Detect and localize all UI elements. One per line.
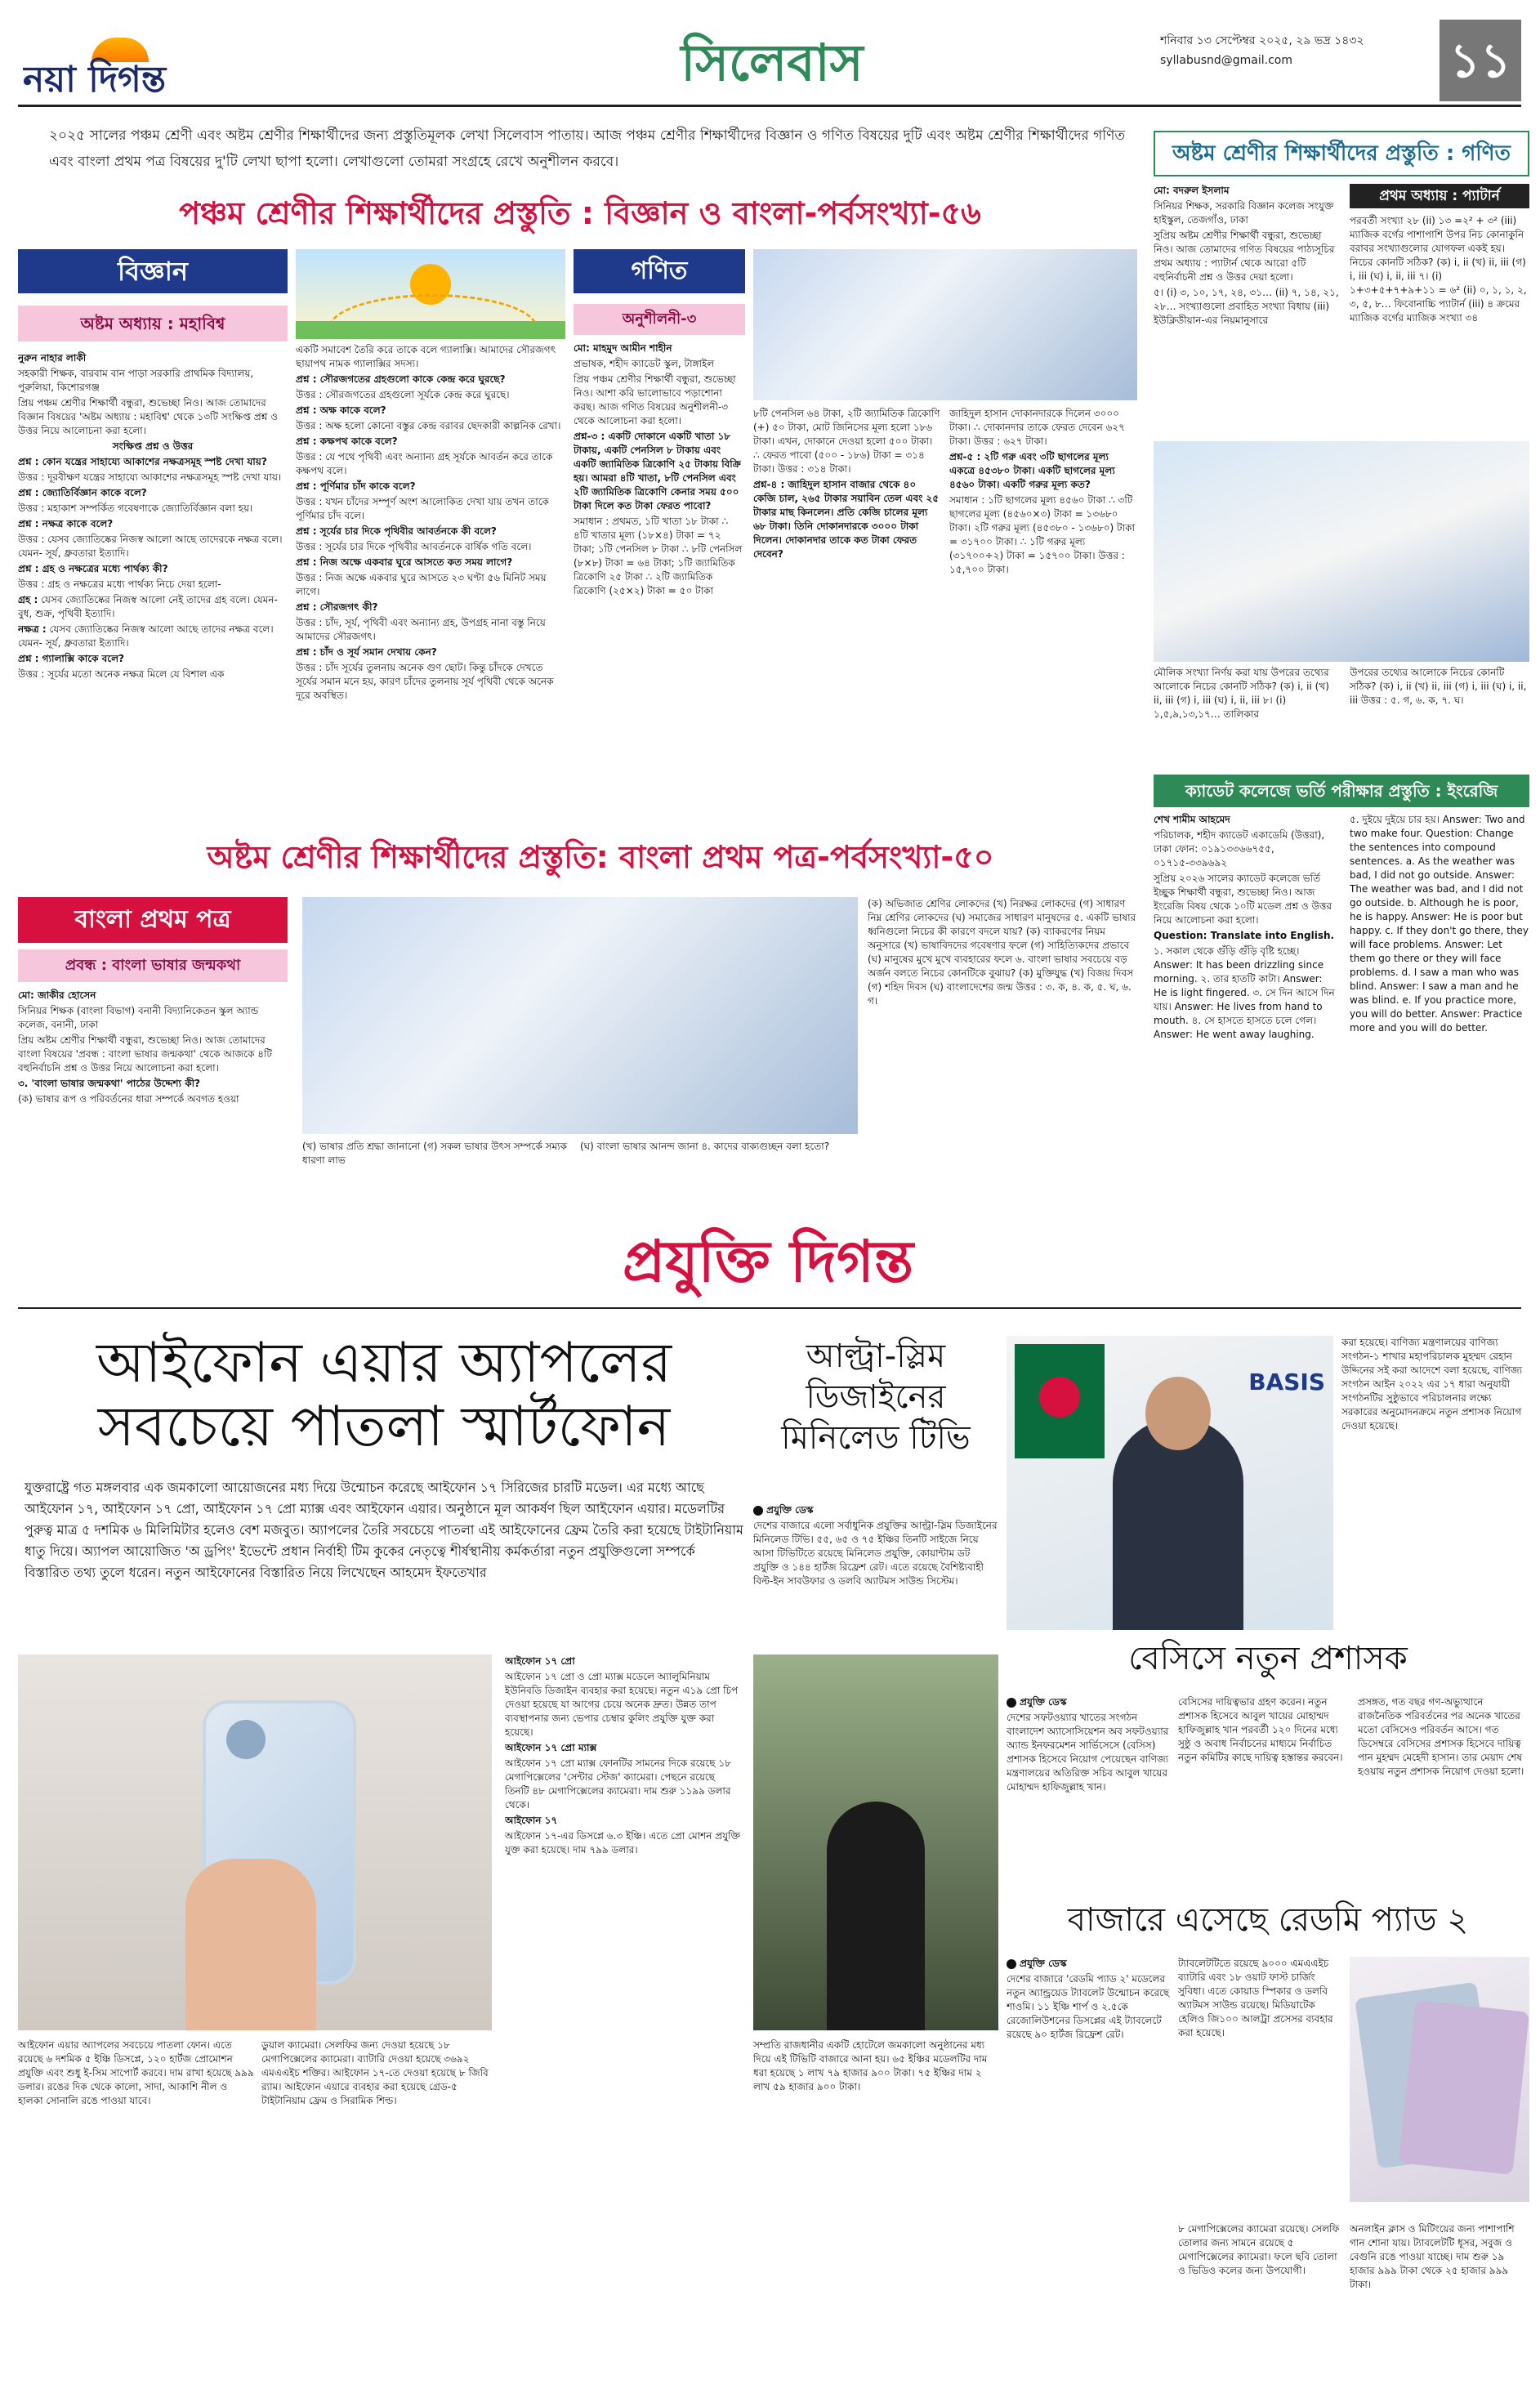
science-intro: প্রিয় পঞ্চম শ্রেণীর শিক্ষার্থী বন্ধুরা, শুভেচ্ছা নিও। আজ তোমাদের বিজ্ঞান বিষয়ের 'অষ্টম অধ্যায় : মহাবিশ্ব' থেকে ১৩টি সংক্ষিপ্ত প্রশ্ন ও উত্তর নিয়ে আলোচনা করা হলো। bbox=[18, 397, 278, 436]
science-a: উত্তর : যখন চাঁদের সম্পূর্ণ অংশ আলোকিত দেখা যায় তখন তাকে পূর্ণিমার চাঁদ বলে। bbox=[296, 496, 549, 521]
bangla-chapter: প্রবন্ধ : বাংলা ভাষার জন্মকথা bbox=[18, 949, 288, 982]
redmi-text: দেশের বাজারে 'রেডমি প্যাড ২' মডেলের নতুন অ্যান্ড্রয়েড ট্যাবলেট উন্মোচন করেছে শাওমি। ১১ ইঞ্চি শার্প ও ২.৫কে রেজোলিউশনের ডিসপ্লের এই ট্যাবলেটে রয়েছে ৯০ হার্টজ রিফ্রেশ রেট। bbox=[1007, 1973, 1170, 2040]
basis-text: দেশের সফটওয়্যার খাতের সংগঠন বাংলাদেশ অ্যাসোসিয়েশন অব সফটওয়্যার অ্যান্ড ইনফরমেশন সার্ভিসেসে (বেসিস) প্রশাসক হিসেবে নিয়োগ পেয়েছেন বাণিজ্য মন্ত্রণালয়ের অতিরিক্ত সচিব আবুল খায়ের মোহাম্মদ হাফিজুল্লাহ খান। bbox=[1007, 1712, 1169, 1793]
tech-section-banner: প্রযুক্তি দিগন্ত bbox=[623, 1228, 913, 1295]
math-label: গণিত bbox=[574, 249, 745, 293]
basis-col1 bbox=[1007, 1695, 1170, 1891]
basis-col2: বেসিসের দায়িত্বভার গ্রহণ করেন। নতুন প্রশাসক হিসেবে আবুল খায়ের মোহাম্মদ হাফিজুল্লাহ খান পরবর্তী ১২০ দিনের মধ্যে সুষ্ঠু ও অবাধ নির্বাচনের মাধ্যমে নির্বাচিত নতুন কমিটির কাছে দায়িত্ব হস্তান্তর করবেন। bbox=[1178, 1696, 1343, 1763]
math-solution: সমাধান : প্রথমত, ১টি খাতা ১৮ টাকা ∴ ৪টি খাতার মূল্য (১৮×৪) টাকা = ৭২ টাকা; ১টি পেনসিল ৮ টাকা ∴ ৮টি পেনসিল (৮×৮) টাকা = ৬৪ টাকা; ১টি জ্যামিতিক ত্রিকোণি ২৫ টাকা ∴ ২টি জ্যামিতিক ত্রিকোণি (২৫×২) টাকা = ৫০ টাকা bbox=[574, 516, 743, 596]
science-a: উত্তর : গ্রহ ও নক্ষত্রের মধ্যে পার্থক্য নিচে দেয়া হলো- bbox=[18, 578, 221, 590]
newspaper-logo: নয়া দিগন্ত bbox=[23, 38, 252, 95]
science-q: প্রশ্ন : নক্ষত্র কাকে বলে? bbox=[18, 518, 114, 529]
bangla-column-right: (ক) অভিজাত শ্রেণির লোকদের (খ) নিরক্ষর লোকদের (গ) সাধারণ নিম্ন শ্রেণির লোকদের (ঘ) সমাজের সাধারণ মানুষদের ৫. একটি ভাষার ধ্বনিগুলো নিচের কী কারণে বদলে যায়? (ক) ব্যাকরণের নিয়ম অনুসারে (খ) ভাষাবিদদের গবেষণার ফলে (গ) সাহিত্যিকদের প্রভাবে (ঘ) মানুষের মুখে মুখে ব্যবহারের ফলে ৬. বাংলা ভাষার সবচেয়ে বড় অর্জন বলতে নিচের কোনটিকে বুঝায়? (ক) মুক্তিযুদ্ধ (খ) বিজয় দিবস (গ) শহিদ দিবস (ঘ) বাংলাদেশের জন্ম উত্তর : ৩. ক, ৪. ক, ৫. ঘ, ৬. গ। bbox=[868, 898, 1136, 1007]
class8-math-col2: পরবর্তী সংখ্যা ২৮ (ii) ১৩ =২² + ৩² (iii) ম্যাজিক বর্গের পাশাপাশি উপর নিচ কোনাকুনি বরাবর সংখ্যাগুলোর যোগফল একই হয়। নিচের কোনটি সঠিক? (ক) i, ii (খ) ii, iii (গ) i, iii (ঘ) i, ii, iii ৭। (i) ১+৩+৫+৭+৯+১১ = ৬² (ii) ০, ১, ১, ২, ৩, ৫, ৮… ফিবোনাচ্চি প্যাটার্ন (iii) ৪ ক্রমের ম্যাজিক বর্গের ম্যাজিক সংখ্যা ৩৪ bbox=[1350, 215, 1527, 324]
redmi-col1 bbox=[1007, 1957, 1170, 2390]
tv-headline: আল্ট্রা-স্লিম ডিজাইনের মিনিলেড টিভি bbox=[781, 1337, 971, 1457]
redmi-col4: অনলাইন ক্লাস ও মিটিংয়ের জন্য পাশাপাশি গান শোনা যায়। ট্যাবলেটটি ধূসর, সবুজ ও বেগুনি রঙে পাওয়া যাচ্ছে। দাম শুরু ১৯ হাজার ৯৯৯ টাকা থেকে ২৫ হাজার ৯৯৯ টাকা। bbox=[1350, 2223, 1515, 2290]
cadet-col1 bbox=[1154, 813, 1337, 1181]
cadet-title: ক্যাডেট কলেজে ভর্তি পরীক্ষার প্রস্তুতি : ইংরেজি bbox=[1154, 775, 1529, 807]
science-a: উত্তর : চাঁদ সূর্যের তুলনায় অনেক গুণ ছোট। কিন্তু চাঁদকে দেখতে সূর্যের সমান মনে হয়, কারণ চাঁদের তুলনায় সূর্য পৃথিবী থেকে অনেক দূরে অবস্থিত। bbox=[296, 662, 554, 701]
cadet-intro: সুপ্রিয় ২০২৬ সালের ক্যাডেট কলেজে ভর্তি ইচ্ছুক শিক্ষার্থী বন্ধুরা, শুভেচ্ছা নিও। আজ ইংরেজি বিষয় থেকে ১০টি মডেল প্রশ্ন ও উত্তর নিয়ে আলোচনা করা হলো। bbox=[1154, 873, 1332, 926]
basis-desk: প্রযুক্তি ডেস্ক bbox=[1020, 1696, 1067, 1708]
science-column bbox=[18, 351, 288, 833]
class8-author: মো: বদরুল ইসলাম bbox=[1154, 185, 1230, 196]
bangla-headline: অষ্টম শ্রেণীর শিক্ষার্থীদের প্রস্তুতি: বাংলা প্রথম পত্র-পর্বসংখ্যা-৫০ bbox=[207, 839, 994, 875]
science-q: নক্ষত্র : bbox=[18, 623, 47, 635]
math-author-role: প্রভাষক, শহীদ ক্যাডেট স্কুল, টাঙ্গাইল bbox=[574, 358, 715, 369]
bangla-label: বাংলা প্রথম পত্র bbox=[18, 897, 288, 943]
cadet-author-role: পরিচালক, শহীদ ক্যাডেট একাডেমি (উত্তরা), ঢাকা ফোন: ০১৯১৩৩৬৬৭৫৫, ০১৭১৫-৩৩৯৬৯২ bbox=[1154, 829, 1325, 869]
math-text: জাহিদুল হাসান দোকানদারকে দিলেন ৩০০০ টাকা। ∴ দোকানদার তাকে ফেরত দেবেন ৬২৭ টাকা। উত্তর : ৬২৭ টাকা। bbox=[949, 408, 1125, 447]
science-q: প্রশ্ন : পূর্ণিমার চাঁদ কাকে বলে? bbox=[296, 480, 416, 492]
bullet-icon bbox=[1007, 1698, 1016, 1708]
class8-math-bottom-left: মৌলিক সংখ্যা নির্ণয় করা যায় উপরের তথ্যের আলোকে নিচের কোনটি সঠিক? (ক) i, ii (খ) ii, iii (গ) i, iii (ঘ) i, ii, iii ৮। (i) ১,৫,৯,১৩,১৭… তালিকার bbox=[1154, 667, 1329, 720]
date-text: শনিবার ১৩ সেপ্টেম্বর ২০২৫, ২৯ ভদ্র ১৪৩২ bbox=[1160, 34, 1364, 47]
science-q: প্রশ্ন : গ্রহ ও নক্ষত্রের মধ্যে পার্থক্য কী? bbox=[18, 563, 168, 574]
science-column-2 bbox=[296, 343, 565, 833]
science-a: উত্তর : নিজ অক্ষে একবার ঘুরে আসতে ২৩ ঘণ্টা ৫৬ মিনিট সময় লাগে। bbox=[296, 572, 547, 597]
iphone-text: আইফোন ১৭ প্রো ও প্রো ম্যাক্স মডেলে অ্যালুমিনিয়াম ইউনিবডি ডিজাইন ব্যবহার করা হয়েছে। নতুন এ১৯ প্রো চিপ দেওয়া হয়েছে যা আগের চেয়ে অনেক দ্রুত। উন্নত তাপ ব্যবস্থাপনার জন্য ভেপার চেম্বার কুলিং প্রযুক্তি যুক্ত করা হয়েছে। bbox=[505, 1671, 739, 1738]
science-a: উত্তর : সূর্যের চার দিকে পৃথিবীর আবর্তনকে বার্ষিক গতি বলে। bbox=[296, 541, 532, 552]
class8-math-bottom-right: উপরের তথ্যের আলোকে নিচের কোনটি সঠিক? (ক) i, ii (খ) ii, iii (গ) i, iii (ঘ) i, ii, iii উত্তর : ৫. গ, ৬. ক, ৭. ঘ। bbox=[1350, 667, 1527, 706]
science-a: উত্তর : যে পথে পৃথিবী এবং অন্যান্য গ্রহ সূর্যকে আবর্তন করে তাকে কক্ষপথ বলে। bbox=[296, 451, 553, 476]
math-intro: প্রিয় পঞ্চম শ্রেণীর শিক্ষার্থী বন্ধুরা, শুভেচ্ছা নিও। আশা করি ভালোভাবে পড়াশোনা করছ। আজ গণিত বিষয়ের অনুশীলনী-৩ থেকে আলোচনা করা হলো। bbox=[574, 373, 736, 426]
bullet-icon bbox=[753, 1506, 763, 1516]
section-masthead: সিলেবাস bbox=[681, 33, 864, 92]
tv-desk: প্রযুক্তি ডেস্ক bbox=[766, 1504, 814, 1516]
science-q: প্রশ্ন : সৌরজগতের গ্রহগুলো কাকে কেন্দ্র করে ঘুরছে? bbox=[296, 373, 506, 385]
iphone-col1: আইফোন এয়ার অ্যাপলের সবচেয়ে পাতলা ফোন। এতে রয়েছে ৬ দশমিক ৫ ইঞ্চি ডিসপ্লে, ১২০ হার্টজ প্রোমোশন প্রযুক্তি এবং শুধু ই-সিম সাপোর্ট করবে। দাম রাখা হয়েছে ৯৯৯ ডলার। রঙের দিক থেকে কালো, সাদা, আকাশি নীল ও হালকা সোনালি রঙে পাওয়া যাবে। bbox=[18, 2039, 254, 2106]
science-q: গ্রহ : bbox=[18, 594, 38, 605]
page-number: ১১ bbox=[1440, 20, 1521, 101]
science-q: প্রশ্ন : অক্ষ কাকে বলে? bbox=[296, 404, 386, 416]
science-label: বিজ্ঞান bbox=[18, 249, 288, 293]
bangla-options-mid2: (ঘ) বাংলা ভাষার আনন্দ জানা ৪. কাদের বাক্যগুচ্ছন বলা হতো? bbox=[580, 1141, 830, 1152]
basis-logo-text: BASIS bbox=[1248, 1369, 1325, 1395]
cadet-col2: ৫. দুইয়ে দুইয়ে চার হয়। Answer: Two and two make four. Question: Change the sentences into compound sentences. a. As the weather was bad, I did not go outside. Answer: The weather was bad, and I did not go outside. b. Although he is poor, he is happy. Answer: He is poor but happy. c. If they don't go there, they will face problems. Answer: Let them go there or they will face problems. d. I saw a man who was blind. Answer: I saw a man and he was blind. e. If you practice more, you will do better. Answer: Practice more and you will do better. bbox=[1350, 814, 1529, 1034]
class8-chapter: প্রথম অধ্যায় : প্যাটার্ন bbox=[1350, 184, 1529, 208]
iphone-subhead: আইফোন ১৭ প্রো bbox=[505, 1655, 575, 1667]
science-a: উত্তর : যেসব জ্যোতিষ্কের নিজস্ব আলো আছে তাদেরকে নক্ষত্র বলে। যেমন- সূর্য, ধ্রুবতারা ইত্যাদি। bbox=[18, 534, 283, 559]
math-text: সমাধান : ১টি ছাগলের মূল্য ৪৫৬০ টাকা ∴ ৩টি ছাগলের মূল্য (৪৫৬০×৩) টাকা = ১৩৬৮০ টাকা। ২টি গরুর মূল্য (৪৫৩৮০ - ১৩৬৮০) টাকা = ৩১৭০০ টাকা। ∴ ১টি গরুর মূল্য (৩১৭০০÷২) টাকা = ১৫৭০০ টাকা। উত্তর : ১৫,৭০০ টাকা। bbox=[949, 494, 1135, 575]
science-q: প্রশ্ন : নিজ অক্ষে একবার ঘুরে আসতে কত সময় লাগে? bbox=[296, 556, 513, 568]
email-text: syllabusnd@gmail.com bbox=[1160, 54, 1292, 67]
math-chapter: অনুশীলনী-৩ bbox=[574, 304, 745, 335]
basis-headline: বেসিসে নতুন প্রশাসক bbox=[1128, 1640, 1408, 1677]
iphone-subhead: আইফোন ১৭ bbox=[505, 1815, 558, 1826]
class8-intro: সুপ্রিয় অষ্টম শ্রেণীর শিক্ষার্থী বন্ধুরা, শুভেচ্ছা নিও। আজ তোমাদের গণিত বিষয়ের পাঠ্যসূচির প্রথম অধ্যায় : প্যাটার্ন থেকে আরো ৫টি বহুনির্বাচনী প্রশ্ন ও উত্তর দেয়া হলো। bbox=[1154, 230, 1335, 283]
bangla-author: মো: জাকীর হোসেন bbox=[18, 989, 96, 1001]
tv-column bbox=[753, 1503, 998, 1650]
science-qa-title: সংক্ষিপ্ত প্রশ্ন ও উত্তর bbox=[112, 440, 194, 452]
redmi-col3: ৮ মেগাপিক্সেলের ক্যামেরা রয়েছে। সেলফি তোলার জন্য সামনে রয়েছে ৫ মেগাপিক্সেলের ক্যামেরা। ফলে ছবি তোলা ও ভিডিও কলের জন্য উপযোগী। bbox=[1178, 2223, 1340, 2276]
class8-math-col1 bbox=[1154, 184, 1341, 429]
iphone-col2: ডুয়াল ক্যামেরা। সেলফির জন্য দেওয়া হয়েছে ১৮ মেগাপিক্সেলের ক্যামেরা। ব্যাটারি দেওয়া হয়েছে ৩৬৯২ এমএএইচ শক্তির। আইফোন ১৭-তে দেওয়া হয়েছে ৮ জিবি র‌্যাম। আইফোন এয়ারে ব্যবহার করা হয়েছে গ্রেড-৫ টাইটানিয়াম ফ্রেম ও সিরামিক শিল্ড। bbox=[261, 2039, 489, 2106]
basis-col3: প্রসঙ্গত, গত বছর গণ-অভ্যুত্থানে রাজনৈতিক পরিবর্তনের পর অনেক খাতের মতো বেসিসেও পরিবর্তন আসে। গত ডিসেম্বরে বেসিসের প্রশাসক হিসেবে দায়িত্ব পান মুহম্মদ মেহেদী হাসান। তার মেয়াদ শেষ হওয়ায় নতুন প্রশাসক নিয়োগ দেওয়া হলো। bbox=[1358, 1696, 1524, 1777]
math-column-1 bbox=[574, 342, 745, 832]
science-a: উত্তর : মহাকাশ সম্পর্কিত গবেষণাকে জ্যোতির্বিজ্ঞান বলা হয়। bbox=[18, 502, 253, 514]
iphone-text: আইফোন ১৭-এর ডিসপ্লে ৬.৩ ইঞ্চি। এতে প্রো মোশন প্রযুক্তি যুক্ত করা হয়েছে। দাম ৭৯৯ ডলার। bbox=[505, 1830, 741, 1855]
iphone-col3 bbox=[505, 1654, 742, 2390]
science-chapter: অষ্টম অধ্যায় : মহাবিশ্ব bbox=[18, 306, 288, 342]
class8-math-title: অষ্টম শ্রেণীর শিক্ষার্থীদের প্রস্তুতি : গণিত bbox=[1154, 131, 1529, 176]
bullet-icon bbox=[1007, 1959, 1016, 1969]
science-a: যেসব জ্যোতিষ্কের নিজস্ব আলো আছে তাদের নক্ষত্র বলে। যেমন- সূর্য, ধ্রুবতারা ইত্যাদি। bbox=[18, 623, 274, 649]
iphone-photo bbox=[18, 1654, 492, 2030]
science-a: একটি সমাবেশ তৈরি করে তাকে বলে গ্যালাক্সি। আমাদের সৌরজগৎ ছায়াপথ নামক গ্যালাক্সির সদস্য। bbox=[296, 344, 556, 369]
iphone-subhead: আইফোন ১৭ প্রো ম্যাক্স bbox=[505, 1742, 597, 1753]
science-author-role: সহকারী শিক্ষক, বারবাম বান পাড়া সরকারি প্রাথমিক বিদ্যালয়, পুরুলিয়া, কিশোরগঞ্জ bbox=[18, 368, 254, 393]
science-a: উত্তর : সৌরজগতের গ্রহগুলো সূর্যকে কেন্দ্র করে ঘুরছে। bbox=[296, 389, 510, 400]
science-q: প্রশ্ন : চাঁদ ও সূর্য সমান দেখায় কেন? bbox=[296, 646, 437, 658]
class5-headline: পঞ্চম শ্রেণীর শিক্ষার্থীদের প্রস্তুতি : বিজ্ঞান ও বাংলা-পর্বসংখ্যা-৫৬ bbox=[179, 195, 981, 231]
class8-author-role: সিনিয়র শিক্ষক, সরকারি বিজ্ঞান কলেজ সংযুক্ত হাইস্কুল, তেজগাঁও, ঢাকা bbox=[1154, 200, 1334, 226]
intro-paragraph: ২০২৫ সালের পঞ্চম শ্রেণী এবং অষ্টম শ্রেণীর শিক্ষার্থীদের জন্য প্রস্তুতিমূলক লেখা সিলেবাস পাতায়। আজ পঞ্চম শ্রেণীর শিক্ষার্থীদের বিজ্ঞান ও গণিত বিষয়ের দুটি এবং অষ্টম শ্রেণীর শিক্ষার্থীদের গণিত এবং বাংলা প্রথম পত্র বিষয়ের দু'টি লেখা ছাপা হলো। লেখাগুলো তোমরা সংগ্রহে রেখে অনুশীলন করবে। bbox=[49, 127, 1126, 170]
header-divider bbox=[18, 105, 1521, 107]
science-q: প্রশ্ন : সৌরজগৎ কী? bbox=[296, 601, 378, 613]
math-column-3 bbox=[949, 407, 1137, 832]
math-text: ৮টি পেনসিল ৬৪ টাকা, ২টি জ্যামিতিক ত্রিকোণি (+) ৫০ টাকা, মোট জিনিসের মূল্য হলো ১৮৬ টাকা। এখন, দোকানে দেওয়া হলো ৫০০ টাকা। ∴ ফেরত পাবো (৫০০ - ১৮৬) টাকা = ৩১৪ টাকা। উত্তর : ৩১৪ টাকা। bbox=[753, 408, 940, 475]
tech-divider bbox=[18, 1307, 1521, 1309]
dateline bbox=[1160, 31, 1430, 80]
science-q: প্রশ্ন : গ্যালাক্সি কাকে বলে? bbox=[18, 653, 125, 664]
tv-column-2: সম্প্রতি রাজধানীর একটি হোটেলে জমকালো অনুষ্ঠানের মধ্য দিয়ে এই টিভিটি বাজারে আনা হয়। ৬৫ ইঞ্চির মডেলটির দাম ধরা হয়েছে ১ লাখ ৭৯ হাজার ৯০০ টাকা। ৭৫ ইঞ্চির দাম ২ লাখ ৫৯ হাজার ৯০০ টাকা। bbox=[753, 2039, 988, 2092]
science-q: প্রশ্ন : কোন যন্ত্রের সাহায্যে আকাশের নক্ষত্রসমূহ স্পষ্ট দেখা যায়? bbox=[18, 456, 267, 467]
science-a: উত্তর : অক্ষ হলো কোনো বস্তুর কেন্দ্র বরাবর ছেদকারী কাল্পনিক রেখা। bbox=[296, 420, 561, 431]
sun-earth-illustration bbox=[296, 249, 565, 339]
redmi-col2: ট্যাবলেটটিতে রয়েছে ৯০০০ এমএএইচ ব্যাটারি এবং ১৮ ওয়াট ফাস্ট চার্জিং সুবিধা। এতে কোয়াড স্পিকার ও ডলবি অ্যাটমস সাউন্ড রয়েছে। মিডিয়াটেক হেলিও জি১০০ আলট্রা প্রসেসর ব্যবহার করা হয়েছে। bbox=[1178, 1958, 1333, 2039]
science-q: প্রশ্ন : সূর্যের চার দিকে পৃথিবীর আবর্তনকে কী বলে? bbox=[296, 525, 497, 537]
bangla-question: ৩. 'বাংলা ভাষার জন্মকথা' পাঠের উদ্দেশ্য কী? bbox=[18, 1078, 200, 1089]
science-a: যেসব জ্যোতিষ্কের নিজস্ব আলো নেই তাদের গ্রহ বলে। যেমন- বুধ, শুক্র, পৃথিবী ইত্যাদি। bbox=[18, 594, 278, 619]
redmi-desk: প্রযুক্তি ডেস্ক bbox=[1020, 1958, 1067, 1969]
science-author: নুরুন নাহার লাকী bbox=[18, 352, 87, 364]
redmi-headline: বাজারে এসেছে রেডমি প্যাড ২ bbox=[1067, 1901, 1469, 1939]
bangla-intro: প্রিয় অষ্টম শ্রেণীর শিক্ষার্থী বন্ধুরা, শুভেচ্ছা নিও। আজ তোমাদের বাংলা বিষয়ের 'প্রবন্ধ : বাংলা ভাষার জন্মকথা' থেকে আজকে ৪টি বহুনির্বাচনি প্রশ্ন ও উত্তর নিয়ে আলোচনা করা হলো। bbox=[18, 1034, 272, 1074]
bangla-options: (ক) ভাষার রূপ ও পরিবর্তনের ধারা সম্পর্কে অবগত হওয়া bbox=[18, 1093, 239, 1105]
bangla-options-mid: (খ) ভাষার প্রতি শ্রদ্ধা জানানো (গ) সকল ভাষার উৎস সম্পর্কে সম্যক ধারণা লাভ bbox=[302, 1141, 568, 1166]
class8-students-photo bbox=[1154, 441, 1529, 662]
math-problem: প্রশ্ন-৫ : ২টি গরু এবং ৩টি ছাগলের মূল্য একত্রে ৪৫৩৮০ টাকা। একটি ছাগলের মূল্য ৪৫৬০ টাকা। একটি গরুর মূল্য কত? bbox=[949, 451, 1115, 490]
class8-list: ৫। (i) ৩, ১০, ১৭, ২৪, ৩১… (ii) ৭, ১৪, ২১, ২৮… সংখ্যাগুলো প্রবাহিত সংখ্যা বিধায় (iii) ইউক্লিডীয়ান-এর নিয়মানুসারে bbox=[1154, 287, 1339, 326]
bangla-students-photo bbox=[302, 897, 858, 1134]
science-a: উত্তর : সূর্যের মতো অনেক নক্ষত্র মিলে যে বিশাল এক bbox=[18, 668, 225, 680]
basis-col-right: করা হয়েছে। বাণিজ্য মন্ত্রণালয়ের বাণিজ্য সংগঠন-১ শাখার মহাপরিচালক মুহম্মদ রেহান উদ্দিনের সই করা আদেশে বলা হয়েছে, বাণিজ্য সংগঠন আইন ২০২২ এর ১৭ ধারা অনুযায়ী সংগঠনটির সুষ্ঠুভাবে পরিচালনার লক্ষ্যে সরকারের অনুমোদনক্রমে নতুন প্রশাসক নিয়োগ দেওয়া হয়েছে। bbox=[1341, 1337, 1523, 1431]
iphone-lead: যুক্তরাষ্ট্রে গত মঙ্গলবার এক জমকালো আয়োজনের মধ্য দিয়ে উন্মোচন করেছে আইফোন ১৭ সিরিজের চারটি মডেল। এর মধ্যে আছে আইফোন ১৭, আইফোন ১৭ প্রো, আইফোন ১৭ প্রো ম্যাক্স এবং আইফোন এয়ার। অনুষ্ঠানে মূল আকর্ষণ ছিল আইফোন এয়ার। মডেলটির পুরুত্ব মাত্র ৫ দশমিক ৬ মিলিমিটার হলেও বেশ মজবুত। অ্যাপলের তৈরি সবচেয়ে পাতলা এই আইফোনের ফ্রেম তৈরি করা হয়েছে টাইটানিয়াম ধাতু দিয়ে। অ্যাপল আয়োজিত 'অ ড্রপিং' ইভেন্টে প্রধান নির্বাহী টিম কুকের নেতৃত্বে শীর্ষস্থানীয় কর্মকর্তারা নতুন প্রযুক্তিগুলো সম্পর্কে বিস্তারিত তথ্য তুলে ধরেন। নতুন আইফোনের বিস্তারিত নিয়ে লিখেছেন আহমেদ ইফতেখার bbox=[25, 1480, 743, 1580]
cadet-question: Question: Translate into English. bbox=[1154, 930, 1335, 941]
tv-text: দেশের বাজারে এলো সর্বাধুনিক প্রযুক্তির আল্ট্রা-স্লিম ডিজাইনের মিনিলেড টিভি। ৫৫, ৬৫ ও ৭৫ ইঞ্চির তিনটি সাইজে নিয়ে আসা টিভিটিতে রয়েছে মিনিলেড প্রযুক্তি, কোয়ান্টাম ডট প্রযুক্তি ও ১৪৪ হার্টজ রিফ্রেশ রেট। এতে রয়েছে বৈশিষ্ট্যবাহী বিল্ট-ইন সাবউফার ও ডলবি অ্যাটমস সাউন্ড সিস্টেম। bbox=[753, 1520, 998, 1587]
basis-photo bbox=[1007, 1336, 1333, 1630]
math-author: মো: মাহমুদ আমীন শাহীন bbox=[574, 342, 672, 354]
science-q: প্রশ্ন : কক্ষপথ কাকে বলে? bbox=[296, 435, 398, 447]
science-a: উত্তর : দূরবীক্ষণ যন্ত্রের সাহায্যে আকাশের নক্ষত্রসমূহ স্পষ্ট দেখা যায়। bbox=[18, 471, 282, 483]
math-column-2 bbox=[753, 407, 941, 832]
math-problem: প্রশ্ন-৩ : একটি দোকানে একটি খাতা ১৮ টাকায়, একটি পেনসিল ৮ টাকায় এবং একটি জ্যামিতিক ত্রিকোণি ২৫ টাকায় বিক্রি হয়। আমরা ৪টি খাতা, ৮টি পেনসিল এবং ২টি জ্যামিতিক ত্রিকোণি কেনার সময় ৫০০ টাকা দিলে কত টাকা ফেরত পাবো? bbox=[574, 431, 741, 511]
students-classroom-photo bbox=[753, 249, 1137, 400]
cadet-answers: ১. সকাল থেকে গুঁড়ি গুঁড়ি বৃষ্টি হচ্ছে। Answer: It has been drizzling since morning. ২. তার হাতটি কাটা। Answer: He is light fingered. ৩. সে দিন আসে দিন যায়। Answer: He lives from hand to mouth. ৪. সে হাসতে হাসতে চলে গেল। Answer: He went away laughing. bbox=[1154, 945, 1335, 1040]
cadet-author: শেখ শামীম আহমেদ bbox=[1154, 814, 1230, 825]
redmi-tablet-photo bbox=[1350, 1957, 1529, 2202]
science-a: উত্তর : চাঁদ, সূর্য, পৃথিবী এবং অন্যান্য গ্রহ, উপগ্রহ নানা বস্তু নিয়ে আমাদের সৌরজগৎ। bbox=[296, 617, 546, 642]
math-problem: প্রশ্ন-৪ : জাহিদুল হাসান বাজার থেকে ৪০ কেজি চাল, ২৬৫ টাকার সয়াবিন তেল এবং ২৫ টাকার মাছ কিনলেন। প্রতি কেজি চালের মূল্য ৬৮ টাকা। তিনি দোকানদারকে ৩০০০ টাকা দিলেন। দোকানদার তাকে কত টাকা ফেরত দেবেন? bbox=[753, 479, 940, 560]
bangla-author-role: সিনিয়র শিক্ষক (বাংলা বিভাগ) বনানী বিদ্যানিকেতন স্কুল অ্যান্ড কলেজ, বনানী, ঢাকা bbox=[18, 1005, 259, 1030]
science-q: প্রশ্ন : জ্যোতির্বিজ্ঞান কাকে বলে? bbox=[18, 487, 147, 498]
tv-photo bbox=[753, 1654, 998, 2030]
iphone-text: আইফোন ১৭ প্রো ম্যাক্স ফোনটির সামনের দিকে রয়েছে ১৮ মেগাপিক্সেলের 'সেন্টার স্টেজ' ক্যামেরা। পেছনে রয়েছে তিনটি ৪৮ মেগাপিক্সেলের ক্যামেরা। দাম শুরু ১১৯৯ ডলার থেকে। bbox=[505, 1757, 731, 1811]
bangla-column-1 bbox=[18, 989, 288, 1181]
iphone-headline: আইফোন এয়ার অ্যাপলের সবচেয়ে পাতলা স্মার্টফোন bbox=[96, 1332, 672, 1459]
